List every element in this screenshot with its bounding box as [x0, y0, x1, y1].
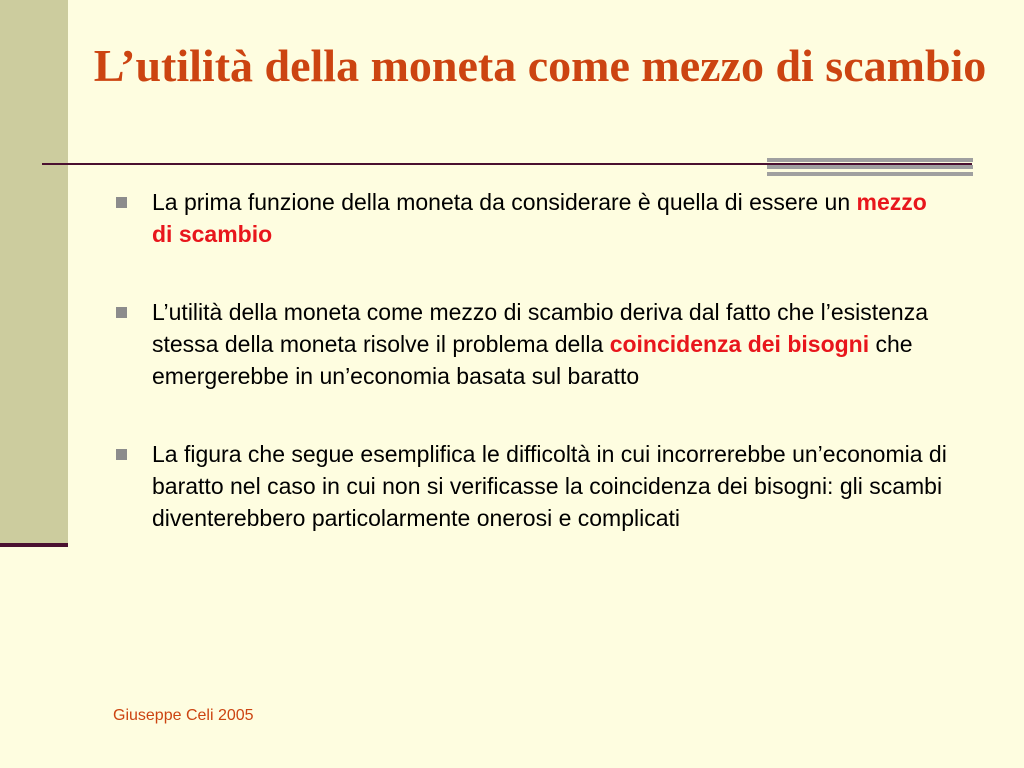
side-band [0, 0, 68, 545]
title-accent-lines [767, 158, 973, 178]
bullet-text-after: che emergerebbe in un’economia basata sul baratto [152, 331, 913, 389]
bullet-text: La prima funzione della moneta da considerare è quella di essere un [152, 189, 857, 215]
square-bullet-icon [116, 307, 127, 318]
bullet-item [112, 296, 952, 392]
bullet-highlight: coincidenza dei bisogni [609, 331, 870, 357]
slide-title: L’utilità della moneta come mezzo di scambio [93, 40, 987, 91]
bullet-item [112, 438, 952, 534]
bullet-highlight: mezzo di scambio [152, 189, 927, 247]
square-bullet-icon [116, 197, 127, 208]
bullet-list [112, 186, 952, 580]
side-band-divider [0, 543, 68, 547]
bullet-text: La figura che segue esemplifica le difficoltà in cui incorrerebbe un’economia di baratto nel caso in cui non si verificasse la coincidenza dei bisogni: gli scambi diventerebbero particolarmente onerosi e complicati [152, 441, 947, 531]
bullet-item [112, 186, 952, 250]
square-bullet-icon [116, 449, 127, 460]
slide-footer: Giuseppe Celi 2005 [113, 707, 254, 724]
bullet-text: L’utilità della moneta come mezzo di scambio deriva dal fatto che l’esistenza stessa della moneta risolve il problema della [152, 299, 929, 357]
